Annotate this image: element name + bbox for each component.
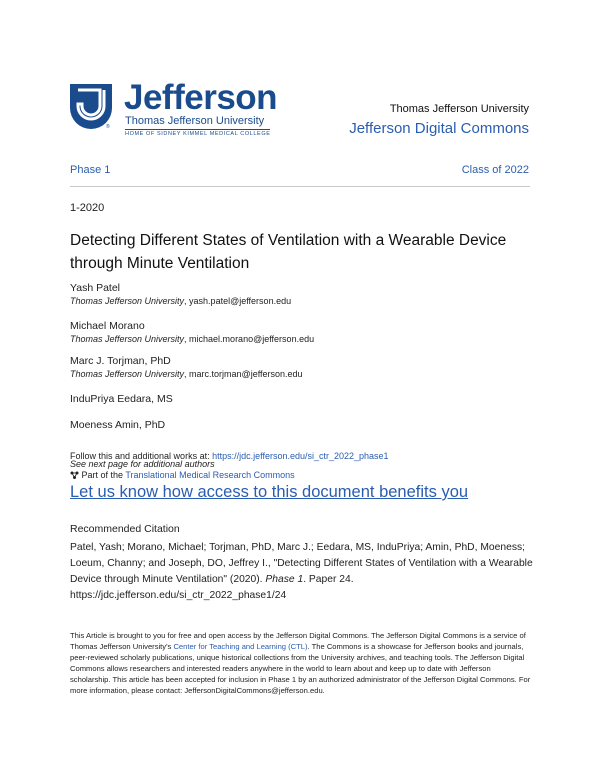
network-icon: [70, 471, 79, 479]
collection-link[interactable]: https://jdc.jefferson.edu/si_ctr_2022_phase1: [212, 451, 389, 461]
citation-heading: Recommended Citation: [70, 523, 180, 535]
logo-subtitle: Thomas Jefferson University: [125, 115, 265, 127]
author-name: InduPriya Eedara, MS: [70, 393, 173, 405]
follow-line: Follow this and additional works at: https://jdc.jefferson.edu/si_ctr_2022_phase1: [70, 451, 389, 461]
publication-date: 1-2020: [70, 202, 105, 214]
feedback-link[interactable]: Let us know how access to this document benefits you: [70, 483, 469, 501]
author-name: Michael Morano: [70, 320, 145, 332]
repository-link[interactable]: Jefferson Digital Commons: [349, 120, 529, 137]
author-name: Marc J. Torjman, PhD: [70, 355, 171, 367]
logo-wordmark: Jefferson: [124, 78, 278, 117]
institution-name: Thomas Jefferson University: [389, 103, 529, 115]
discipline-link[interactable]: Translational Medical Research Commons: [125, 470, 295, 480]
jefferson-logo-icon: [70, 84, 112, 130]
citation-url[interactable]: https://jdc.jefferson.edu/si_ctr_2022_phase1/24: [70, 590, 287, 601]
ctl-link[interactable]: Center for Teaching and Learning (CTL): [173, 642, 308, 651]
logo-college-line: HOME OF SIDNEY KIMMEL MEDICAL COLLEGE: [125, 131, 271, 137]
author-name: Moeness Amin, PhD: [70, 419, 166, 431]
divider: [70, 186, 530, 187]
series-link[interactable]: Phase 1: [70, 164, 111, 176]
document-title: Detecting Different States of Ventilation with a Wearable Device through Minute Ventilation: [70, 232, 507, 272]
citation-text: Patel, Yash; Morano, Michael; Torjman, PhD, Marc J.; Eedara, MS, InduPriya; Amin, PhD, Moeness; Loeum, Channy; and Joseph, DO, Jeffrey I., "Detecting Different States of Ventilation with a Wearable Device through Minute Ventilation" (2020). Phase 1. Paper 24. https://jdc.jefferson.edu/si_ctr_2022_phase1/24: [70, 542, 533, 601]
part-of-line: Part of the Translational Medical Research Commons: [70, 470, 295, 480]
author-affiliation: Thomas Jefferson University, yash.patel@jefferson.edu: [70, 296, 292, 306]
author-affiliation: Thomas Jefferson University, michael.morano@jefferson.edu: [70, 334, 315, 344]
see-next-page-note: See next page for additional authors: [70, 459, 215, 469]
author-name: Yash Patel: [70, 282, 121, 294]
class-link[interactable]: Class of 2022: [461, 164, 529, 176]
author-affiliation: Thomas Jefferson University, marc.torjman@jefferson.edu: [70, 369, 303, 379]
svg-text:®: ®: [106, 124, 110, 130]
access-notice: This Article is brought to you for free and open access by the Jefferson Digital Commons. The Jefferson Digital Commons is a service of Thomas Jefferson University's Center for Teaching and Learning (CTL). The Commons is a showcase for Jefferson books and journals, peer-reviewed scholarly publications, unique historical collections from the University archives, and teaching tools. The Jefferson Digital Commons allows researchers and interested readers anywhere in the world to learn about and keep up to date with Jefferson scholarship. This article has been accepted for inclusion in Phase 1 by an authorized administrator of the Jefferson Digital Commons. For more information, please contact: JeffersonDigitalCommons@jefferson.edu.: [70, 631, 531, 695]
